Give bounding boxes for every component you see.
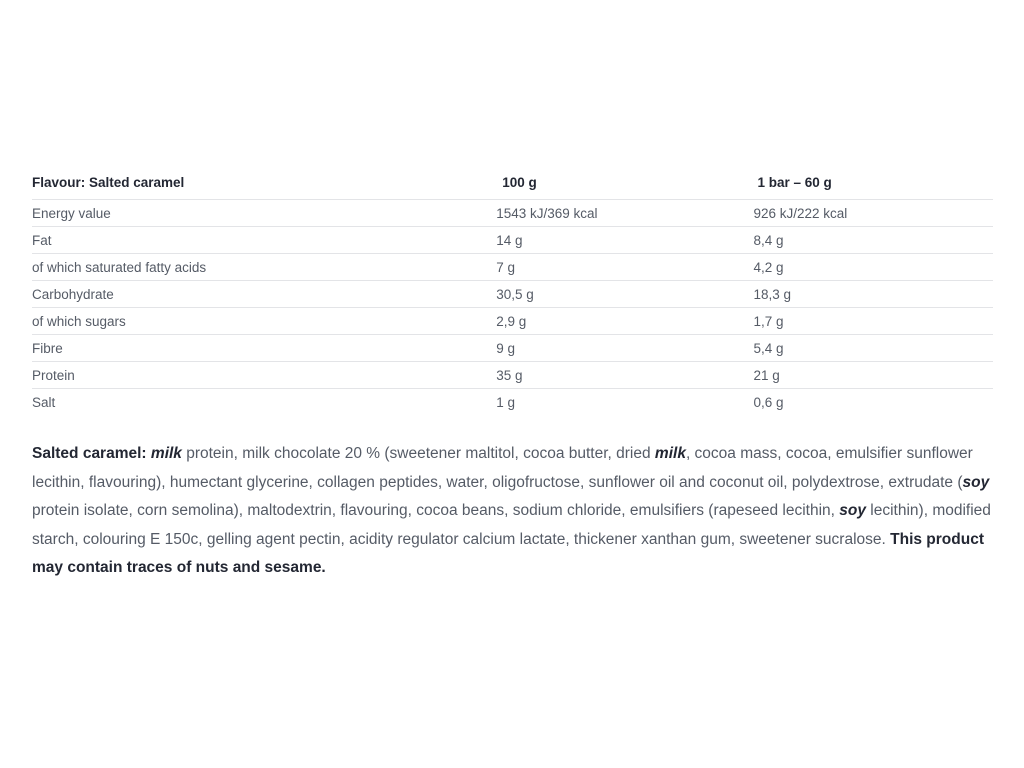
table-row [32, 389, 993, 416]
allergen-milk-text: milk [150, 445, 182, 462]
header-flavour: Flavour: Salted caramel [32, 165, 496, 200]
table-header-row [32, 165, 993, 200]
value-per-bar: 21 g [753, 362, 993, 389]
ingredients-paragraph [32, 440, 993, 583]
value-per-100g: 9 g [496, 335, 753, 362]
allergen-soy-2-text: soy [839, 502, 866, 519]
table-row [32, 308, 993, 335]
allergen-warning: This product may contain traces of nuts and sesame. [32, 530, 984, 576]
table-row [32, 281, 993, 308]
value-per-100g: 35 g [496, 362, 753, 389]
allergen-milk-2 [655, 445, 686, 462]
allergen-milk [151, 445, 182, 462]
value-per-100g: 30,5 g [496, 281, 753, 308]
ingredients-text-2: , cocoa mass, cocoa, emulsifier sunflower lecithin, flavouring), humectant glycerine, collagen peptides, water, oligofructose, sunflower oil and coconut oil, polydextrose, extrudate ( [32, 445, 973, 491]
value-per-100g: 1 g [496, 394, 515, 410]
table-row [32, 254, 993, 281]
value-per-bar: 1,7 g [753, 308, 993, 335]
value-per-100g: 7 g [496, 254, 753, 281]
value-per-100g: 14 g [496, 227, 753, 254]
value-per-bar: 5,4 g [753, 335, 993, 362]
value-per-bar: 18,3 g [753, 281, 993, 308]
table-row [32, 200, 993, 227]
ingredients-text-3: protein isolate, corn semolina), maltodextrin, flavouring, cocoa beans, sodium chloride, emulsifiers (rapeseed lecithin, [32, 502, 840, 519]
value-per-100g: 2,9 g [496, 308, 753, 335]
nutrient-name: Protein [32, 362, 496, 389]
nutrient-name: Carbohydrate [32, 281, 496, 308]
header-per-bar: 1 bar – 60 g [753, 165, 993, 200]
table-row [32, 335, 993, 362]
value-per-bar: 0,6 g [753, 394, 784, 410]
product-info [32, 165, 993, 598]
value-per-bar: 8,4 g [753, 227, 993, 254]
allergen-soy-2 [839, 502, 866, 519]
nutrient-name: Energy value [32, 200, 496, 227]
allergen-milk-2-text: milk [654, 445, 686, 462]
nutrient-name: of which sugars [32, 308, 496, 335]
value-per-bar: 4,2 g [753, 254, 993, 281]
ingredients-text-4: lecithin), modified starch, colouring E 150c, gelling agent pectin, acidity regulator calcium lactate, thickener xanthan gum, sweetener sucralose. [32, 502, 991, 548]
ingredients-text-1: protein, milk chocolate 20 % (sweetener maltitol, cocoa butter, dried [181, 445, 655, 462]
allergen-soy-text: soy [962, 473, 990, 491]
nutrient-name: Fibre [32, 335, 496, 362]
allergen-soy [963, 474, 990, 491]
value-per-bar: 926 kJ/222 kcal [753, 200, 993, 227]
table-row [32, 362, 993, 389]
nutrient-name: of which saturated fatty acids [32, 254, 496, 281]
nutrient-name: Salt [32, 394, 56, 410]
nutrition-table [32, 165, 993, 415]
nutrient-name: Fat [32, 227, 496, 254]
ingredients-title: Salted caramel: [32, 445, 147, 462]
table-row [32, 227, 993, 254]
header-per-100g: 100 g [496, 165, 753, 200]
value-per-100g: 1543 kJ/369 kcal [496, 200, 753, 227]
